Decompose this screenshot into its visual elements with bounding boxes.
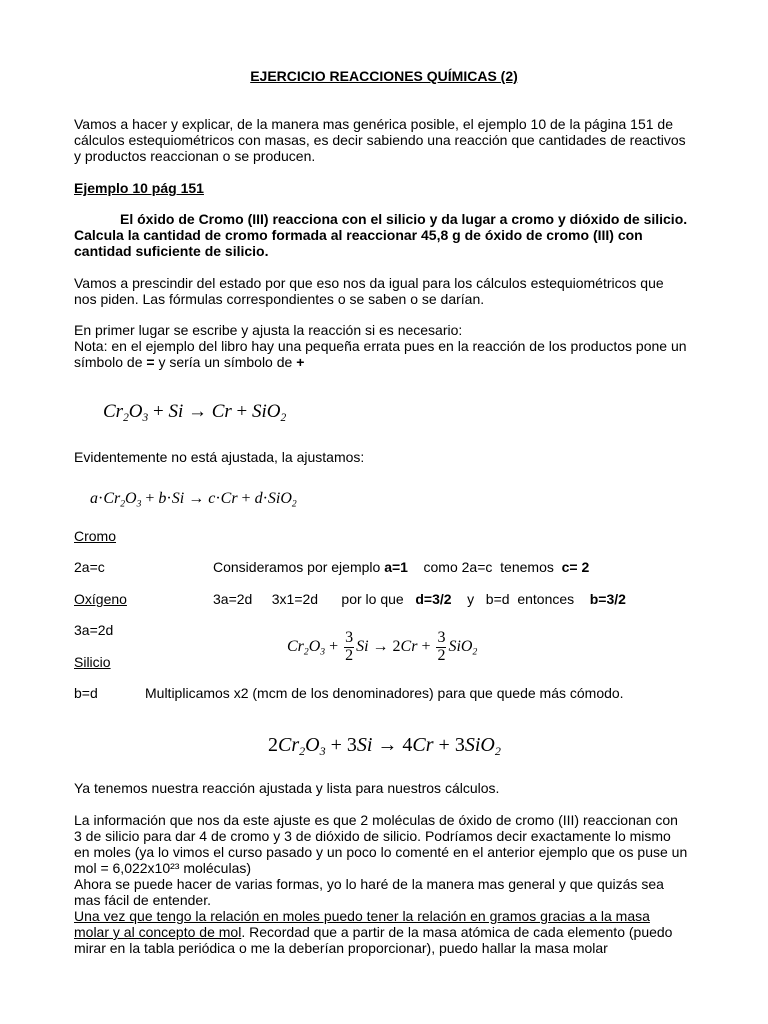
note-equals: = [146,354,155,370]
equation-fraction: $Cr_2O_3$ + $\frac{3}{2}$ Si → 2Cr + $\frac{3}{2}$ SiO$_2$ [287,629,478,664]
equation-unbalanced: $Cr_2O_3 + Si \to Cr + SiO_2$ [103,401,287,424]
page-title: EJERCICIO REACCIONES QUÍMICAS (2) [250,68,518,84]
not-balanced-text: Evidentemente no está ajustada, la ajustamos: [74,449,365,465]
problem-line-3: cantidad suficiente de silicio. [74,243,269,259]
step-3a-2d: 3a=2d [74,622,114,638]
info-line-4: mol = 6,022x10²³ moléculas) [74,860,252,876]
intro-line-2: cálculos estequiométricos con masas, es decir sabiendo una reacción que cantidades de reactivos [74,132,686,148]
info-line-2: 3 de silicio para dar 4 de cromo y 3 de dióxido de silicio. Podríamos decir exactamente lo mismo [74,828,671,844]
ready-text: Ya tenemos nuestra reacción ajustada y lista para nuestros cálculos. [74,780,500,796]
last-line: mirar en la tabla periódica o me la deberían proporcionar), puedo hallar la masa molar [74,940,608,956]
step-consider: Consideramos por ejemplo a=1 como 2a=c tenemos c= 2 [213,559,590,575]
step-b-d: b=d [74,685,98,701]
info-line-3: en moles (ya lo vimos el curso pasado y un poco lo comenté en el anterior ejemplo que os puse un [74,844,688,860]
equation-general: $a\cdot Cr_2O_3 + b\cdot Si \to c\cdot Cr + d\cdot SiO_2$ [90,490,297,510]
note-plus: + [296,354,305,370]
intro-line-3: y productos reaccionan o se producen. [74,148,316,164]
step-oxygen: 3a=2d 3x1=2d por lo que d=3/2 y b=d entonces b=3/2 [213,591,626,607]
label-cromo: Cromo [74,528,117,544]
note-text-c: y sería un símbolo de [154,354,297,370]
note-end-line [74,354,304,370]
para2-line-1: Vamos a prescindir del estado por que eso nos da igual para los cálculos estequiométricos que [74,275,664,291]
example-heading: Ejemplo 10 pág 151 [74,180,204,196]
problem-line-2: Calcula la cantidad de cromo formada al reaccionar 45,8 g de óxido de cromo (III) con [74,227,643,243]
para3-line-2: Nota: en el ejemplo del libro hay una pequeña errata pues en la reacción de los productos pone un [74,338,687,354]
underlined-line-1: Una vez que tengo la relación en moles puedo tener la relación en gramos gracias a la masa [74,908,650,924]
info-line-6: mas fácil de entender. [74,892,211,908]
step-2a-c: 2a=c [74,559,105,575]
step-multiply: Multiplicamos x2 (mcm de los denominadores) para que quede más cómodo. [145,685,624,701]
info-line-5: Ahora se puede hacer de varias formas, yo lo haré de la manera mas general y que quizás sea [74,876,664,892]
intro-line-1: Vamos a hacer y explicar, de la manera mas genérica posible, el ejemplo 10 de la página 151 de [74,116,673,132]
problem-line-1: El óxido de Cromo (III) reacciona con el silicio y da lugar a cromo y dióxido de silicio. [120,211,688,227]
label-oxigeno: Oxígeno [74,591,127,607]
label-silicio: Silicio [74,654,111,670]
para2-line-2: nos piden. Las fórmulas correspondientes o se saben o se darían. [74,291,485,307]
mixed-line: molar y al concepto de mol. Recordad que a partir de la masa atómica de cada elemento (puedo [74,924,673,940]
para3-line-1: En primer lugar se escribe y ajusta la reacción si es necesario: [74,322,463,338]
info-line-1: La información que nos da este ajuste es que 2 moléculas de óxido de cromo (III) reaccionan con [74,812,678,828]
equation-balanced: $2Cr_2O_3 + 3Si \to 4Cr + 3SiO_2$ [268,734,501,759]
note-text-a: símbolo de [74,354,147,370]
